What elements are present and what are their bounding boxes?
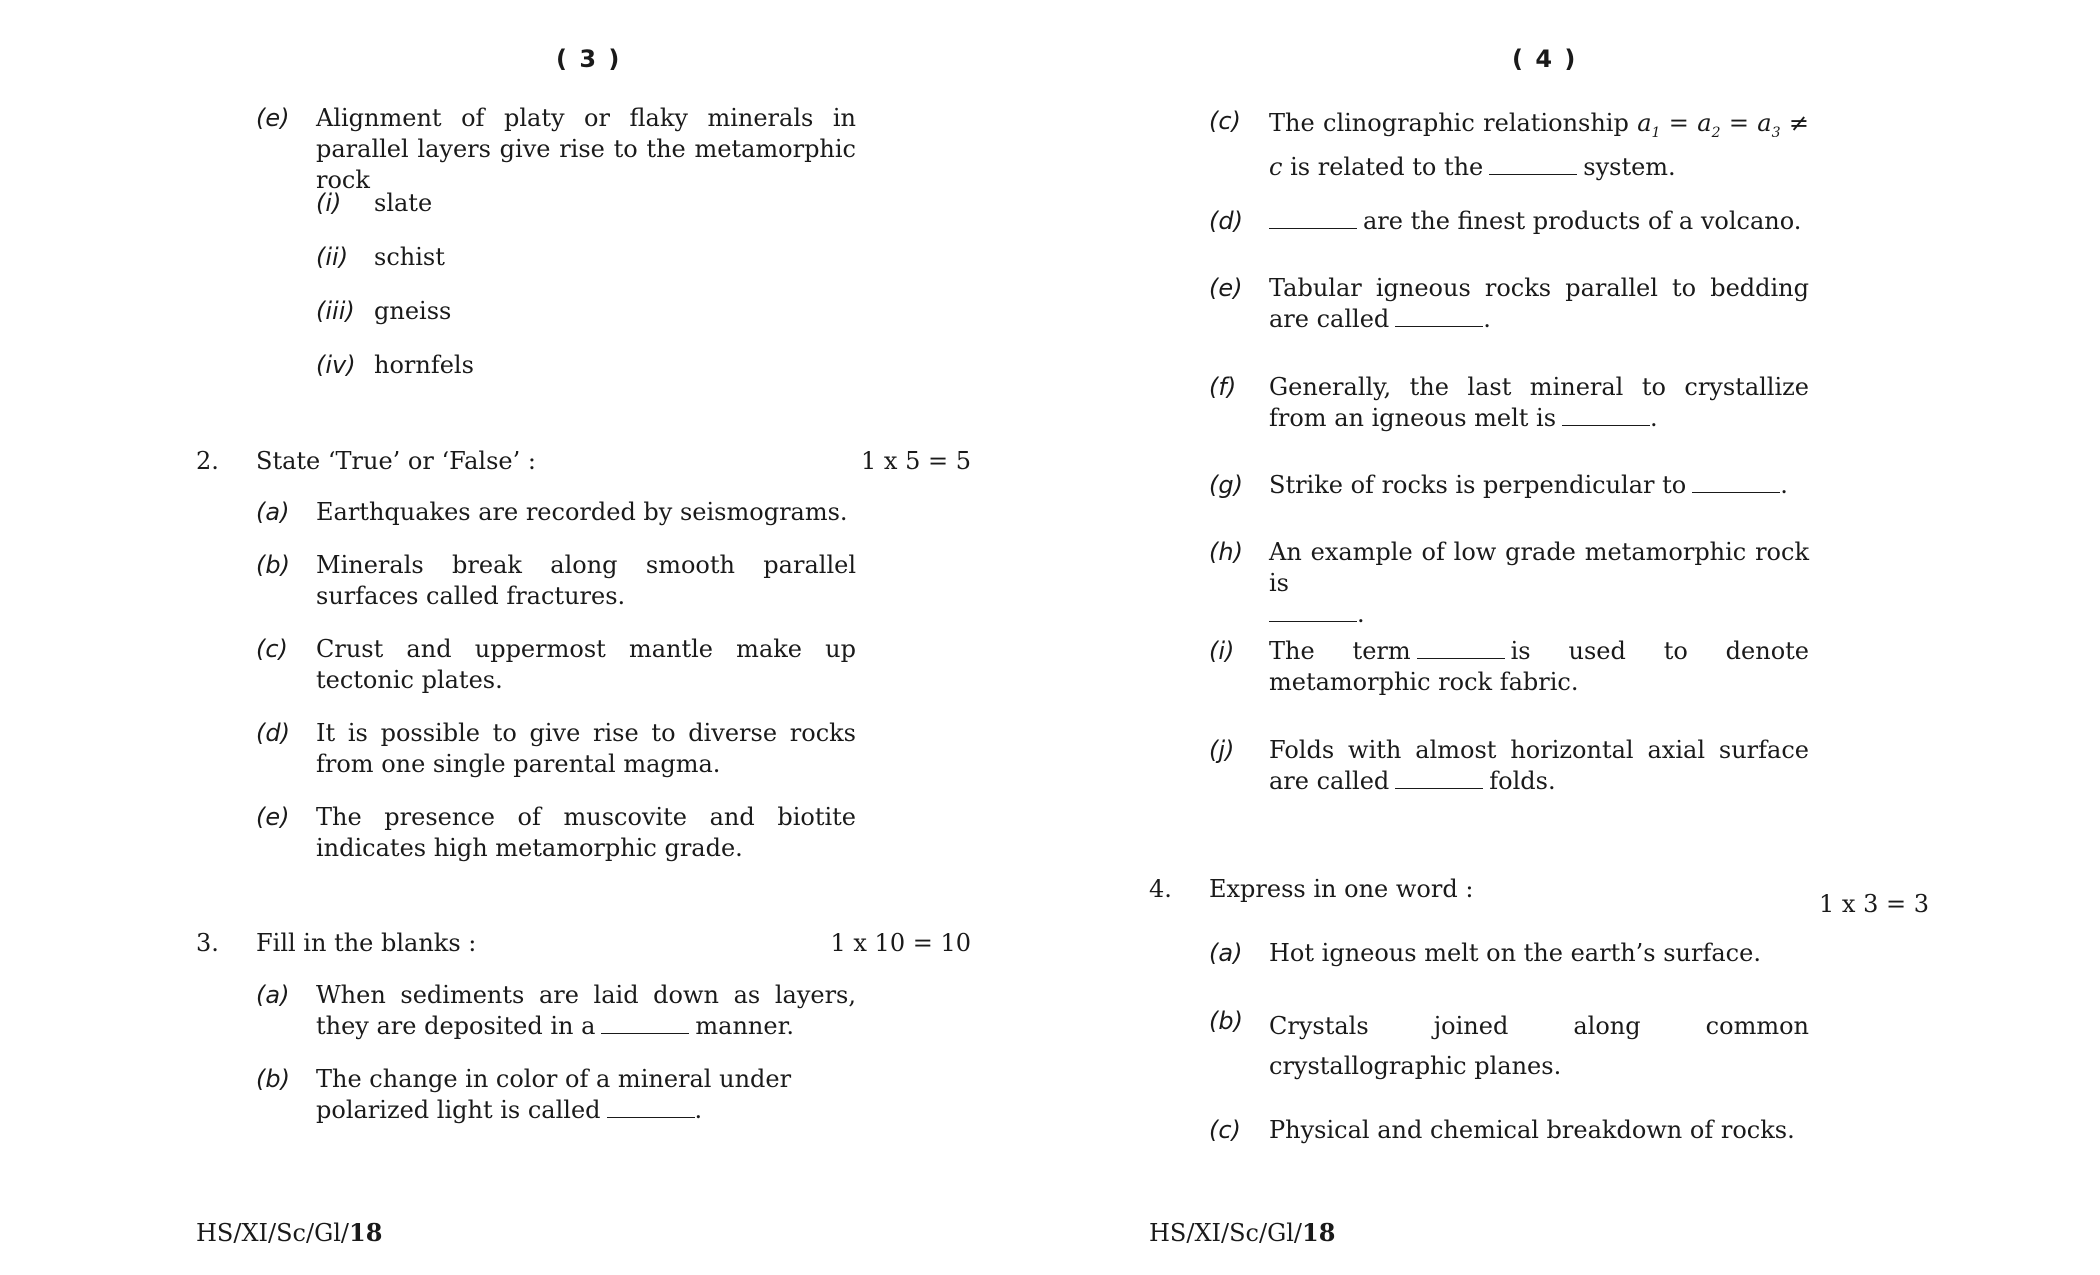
question-number: 3. <box>196 929 219 957</box>
question-3a <box>256 980 856 1042</box>
question-2a <box>256 497 856 528</box>
item-text <box>1269 537 1809 630</box>
page-number-left: ( 3 ) <box>556 45 622 73</box>
answer-blank <box>1692 492 1780 493</box>
item-label: (j) <box>1209 736 1235 764</box>
question-2e <box>256 802 856 864</box>
question-3d <box>1209 206 1809 237</box>
item-text: Minerals break along smooth parallel surfaces called fractures. <box>316 551 856 610</box>
question-4b <box>1209 1006 1809 1086</box>
question-marks: 1 x 10 = 10 <box>830 929 971 957</box>
item-label: (c) <box>1209 1116 1241 1144</box>
option-i <box>316 188 432 219</box>
question-3h <box>1209 537 1809 630</box>
question-title: Fill in the blanks : <box>256 929 477 957</box>
option-text: schist <box>374 243 445 271</box>
question-3g <box>1209 470 1809 501</box>
answer-blank <box>1489 174 1577 175</box>
text-after-blank: folds. <box>1489 767 1556 795</box>
question-3i <box>1209 636 1809 698</box>
answer-blank <box>1417 658 1505 659</box>
text-after-blank: . <box>694 1096 703 1124</box>
option-label: (ii) <box>316 243 349 271</box>
question-3c <box>1209 106 1809 184</box>
answer-blank <box>1269 228 1357 229</box>
question-1e <box>256 103 856 196</box>
text-after-blank: . <box>1483 305 1491 333</box>
option-text: hornfels <box>374 351 474 379</box>
answer-blank <box>607 1117 695 1118</box>
question-2d <box>256 718 856 780</box>
item-text <box>1269 735 1809 797</box>
item-label: (a) <box>1209 939 1243 967</box>
text-before-blank: An example of low grade metamorphic rock is <box>1269 538 1809 597</box>
footer-number: 18 <box>349 1218 383 1247</box>
item-text: Hot igneous melt on the earth’s surface. <box>1269 939 1761 967</box>
question-title: State ‘True’ or ‘False’ : <box>256 447 536 475</box>
item-text <box>1269 206 1809 237</box>
option-ii <box>316 242 445 273</box>
footer-code: HS/XI/Sc/Gl/ <box>1149 1219 1303 1247</box>
text-after-blank: system. <box>1583 152 1676 181</box>
footer-code-right <box>1149 1217 1335 1249</box>
text-after-blank: are the finest products of a volcano. <box>1363 207 1802 235</box>
answer-blank <box>1269 621 1357 622</box>
question-3e <box>1209 273 1809 335</box>
question-marks: 1 x 3 = 3 <box>1819 890 1929 918</box>
item-label: (b) <box>1209 1007 1243 1035</box>
item-text <box>1269 273 1809 335</box>
item-text <box>1269 372 1809 434</box>
question-2b <box>256 550 856 612</box>
answer-blank <box>1395 326 1483 327</box>
option-label: (i) <box>316 189 342 217</box>
item-text: Crystals joined along common crystallographic planes. <box>1269 1012 1809 1080</box>
question-3f <box>1209 372 1809 434</box>
text-before-blank: The change in color of a mineral under polarized light is called <box>316 1065 792 1124</box>
item-text <box>1269 470 1809 501</box>
option-iii <box>316 296 451 327</box>
item-label: (f) <box>1209 373 1237 401</box>
option-text: slate <box>374 189 433 217</box>
text-before-blank: Tabular igneous rocks parallel to bedding are called <box>1269 274 1809 333</box>
question-number: 2. <box>196 447 219 475</box>
page-number-right: ( 4 ) <box>1512 45 1578 73</box>
question-2c <box>256 634 856 696</box>
question-3j <box>1209 735 1809 797</box>
option-label: (iv) <box>316 351 356 379</box>
item-label: (e) <box>1209 274 1243 302</box>
text-after-blank: . <box>1357 600 1365 628</box>
text-before-blank: When sediments are laid down as layers, they are deposited in a <box>316 981 856 1040</box>
item-text: Crust and uppermost mantle make up tectonic plates. <box>316 635 856 694</box>
item-text <box>316 1064 856 1126</box>
question-3b <box>256 1064 856 1126</box>
text-after-blank: manner. <box>695 1012 795 1040</box>
item-text <box>1269 636 1809 698</box>
option-label: (iii) <box>316 297 355 325</box>
item-label: (b) <box>256 551 290 579</box>
text-before-blank: is related to the <box>1290 152 1484 181</box>
text-after-blank: . <box>1650 404 1658 432</box>
text-before-blank: Folds with almost horizontal axial surface are called <box>1269 736 1809 795</box>
item-label: (b) <box>256 1065 290 1093</box>
text-before-blank: The term <box>1269 637 1411 665</box>
text-before-blank: Strike of rocks is perpendicular to <box>1269 471 1687 499</box>
question-number: 4. <box>1149 875 1172 903</box>
item-label: (g) <box>1209 471 1243 499</box>
item-label: (i) <box>1209 637 1235 665</box>
item-text: Physical and chemical breakdown of rocks. <box>1269 1116 1795 1144</box>
text-after-blank: . <box>1780 471 1788 499</box>
item-label: (h) <box>1209 538 1243 566</box>
text-after-blank: is used to denote metamorphic rock fabric. <box>1269 637 1809 696</box>
question-4a <box>1209 938 1809 969</box>
question-marks: 1 x 5 = 5 <box>861 447 971 475</box>
question-4c <box>1209 1115 1809 1146</box>
item-text: The presence of muscovite and biotite indicates high metamorphic grade. <box>316 803 856 862</box>
item-text: Earthquakes are recorded by seismograms. <box>316 498 848 526</box>
answer-blank <box>1562 425 1650 426</box>
item-text <box>1269 106 1809 184</box>
option-text: gneiss <box>374 297 452 325</box>
answer-blank <box>601 1033 689 1034</box>
item-label: (e) <box>256 803 290 831</box>
footer-number: 18 <box>1302 1218 1336 1247</box>
item-text: Alignment of platy or flaky minerals in parallel layers give rise to the metamorphic rock <box>316 104 856 194</box>
item-text <box>316 980 856 1042</box>
item-text: It is possible to give rise to diverse rocks from one single parental magma. <box>316 719 856 778</box>
question-title: Express in one word : <box>1209 875 1474 903</box>
footer-code-left <box>196 1217 382 1249</box>
footer-code: HS/XI/Sc/Gl/ <box>196 1219 350 1247</box>
option-iv <box>316 350 474 381</box>
answer-blank <box>1395 788 1483 789</box>
text-before-math: The clinographic relationship <box>1269 109 1629 137</box>
text-before-blank: Generally, the last mineral to crystallize from an igneous melt is <box>1269 373 1809 432</box>
item-label: (d) <box>256 719 290 747</box>
item-label: (d) <box>1209 207 1243 235</box>
item-label: (c) <box>256 635 288 663</box>
item-label: (e) <box>256 104 290 132</box>
clinographic-formula: $a_1 = a_2 = a_3 \ne c$ <box>1269 109 1809 181</box>
item-label: (c) <box>1209 107 1241 135</box>
item-label: (a) <box>256 498 290 526</box>
item-label: (a) <box>256 981 290 1009</box>
